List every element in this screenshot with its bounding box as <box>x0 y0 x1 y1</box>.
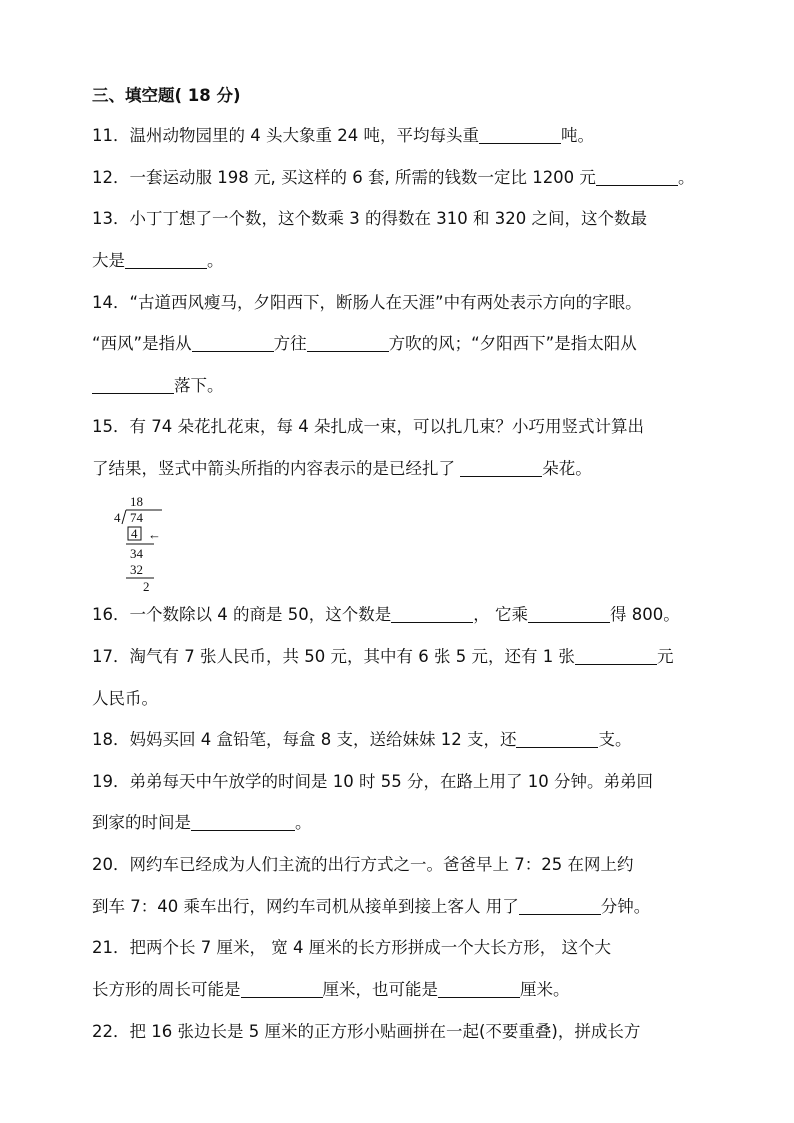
question-22-line1: 22．把 16 张边长是 5 厘米的正方形小贴画拼在一起(不要重叠)，拼成长方 <box>92 1022 641 1041</box>
q14-answer-blank-2[interactable] <box>307 335 389 352</box>
question-20-line1: 20．网约车已经成为人们主流的出行方式之一。爸爸早上 7：25 在网上约 <box>92 855 634 874</box>
q11-text: 11．温州动物园里的 4 头大象重 24 吨，平均每头重 <box>92 126 479 145</box>
q14-answer-blank-1[interactable] <box>192 335 274 352</box>
question-21-line1: 21．把两个长 7 厘米， 宽 4 厘米的长方形拼成一个大长方形， 这个大 <box>92 938 611 957</box>
q19-text-end: 。 <box>295 813 312 832</box>
question-19-line2 <box>92 812 312 834</box>
q18-answer-blank[interactable] <box>516 731 598 748</box>
q14-answer-blank-3[interactable] <box>92 377 174 394</box>
q16-text-a: 16．一个数除以 4 的商是 50，这个数是 <box>92 605 392 624</box>
q17-text-end: 元 <box>656 647 674 666</box>
q15-text-end: 朵花。 <box>542 459 592 478</box>
question-12 <box>92 167 694 189</box>
q16-text-b: ， 它乘 <box>473 605 528 624</box>
q20-text-end: 分钟。 <box>600 897 651 916</box>
q13-answer-blank[interactable] <box>125 252 207 269</box>
q21-text-c: 厘米。 <box>520 980 570 999</box>
question-14-line3 <box>92 375 224 397</box>
q21-text-a: 长方形的周长可能是 <box>92 980 241 999</box>
q14-text-c: 方吹的风；“夕阳西下”是指太阳从 <box>388 334 637 353</box>
q15-answer-blank[interactable] <box>460 460 542 477</box>
question-17-line2: 人民币。 <box>92 689 158 708</box>
question-16 <box>92 604 680 626</box>
q19-answer-blank[interactable] <box>191 814 295 831</box>
q18-text: 18．妈妈买回 4 盒铅笔，每盒 8 支，送给妹妹 12 支，还 <box>92 730 517 749</box>
q17-answer-blank[interactable] <box>575 648 657 665</box>
division-step3: 32 <box>130 562 143 577</box>
division-remainder: 2 <box>143 579 150 594</box>
question-15-line1: 15．有 74 朵花扎花束，每 4 朵扎成一束，可以扎几束？小巧用竖式计算出 <box>92 417 644 436</box>
question-14-line1: 14．“古道西风瘦马，夕阳西下，断肠人在天涯”中有两处表示方向的字眼。 <box>92 293 642 312</box>
q20-text: 到车 7：40 乘车出行，网约车司机从接单到接上客人 用了 <box>92 897 519 916</box>
q12-text: 12．一套运动服 198 元, 买这样的 6 套, 所需的钱数一定比 1200 元 <box>92 168 596 187</box>
q20-answer-blank[interactable] <box>519 898 601 915</box>
question-11 <box>92 125 594 147</box>
division-step1: 4 <box>131 526 138 541</box>
q13-text: 大是 <box>92 251 125 270</box>
q16-answer-blank-2[interactable] <box>528 606 610 623</box>
long-division-figure <box>112 492 172 596</box>
question-13-line1: 13．小丁丁想了一个数，这个数乘 3 的得数在 310 和 320 之间，这个数最 <box>92 209 647 228</box>
question-13-line2 <box>92 250 224 272</box>
q21-answer-blank-2[interactable] <box>438 981 520 998</box>
q18-text-end: 支。 <box>598 730 632 749</box>
q13-text-end: 。 <box>207 251 224 270</box>
question-20-line2 <box>92 896 650 918</box>
division-divisor: 4 <box>114 510 121 525</box>
question-18 <box>92 729 631 751</box>
q15-text: 了结果，竖式中箭头所指的内容表示的是已经扎了 <box>92 459 455 478</box>
arrow-icon: ← <box>148 527 161 542</box>
q11-text-end: 吨。 <box>560 126 594 145</box>
q21-text-b: 厘米，也可能是 <box>322 980 438 999</box>
q12-text-end: 。 <box>677 168 695 187</box>
q12-answer-blank[interactable] <box>596 169 678 186</box>
q16-text-c: 得 800。 <box>609 605 680 624</box>
question-14-line2 <box>92 333 637 355</box>
division-dividend: 74 <box>130 510 143 525</box>
question-17-line1 <box>92 646 673 668</box>
q19-text: 到家的时间是 <box>92 813 191 832</box>
division-step2: 34 <box>130 546 143 561</box>
section-title: 三、填空题( 18 分) <box>92 86 241 105</box>
division-quotient: 18 <box>130 494 143 509</box>
q16-answer-blank-1[interactable] <box>391 606 473 623</box>
q11-answer-blank[interactable] <box>479 127 561 144</box>
q14-text-a: “西风”是指从 <box>92 334 192 353</box>
q21-answer-blank-1[interactable] <box>241 981 323 998</box>
question-19-line1: 19．弟弟每天中午放学的时间是 10 时 55 分，在路上用了 10 分钟。弟弟回 <box>92 772 653 791</box>
q17-text: 17．淘气有 7 张人民币，共 50 元，其中有 6 张 5 元，还有 1 张 <box>92 647 575 666</box>
question-21-line2 <box>92 979 570 1001</box>
question-15-line2 <box>92 458 592 480</box>
q14-text-d: 落下。 <box>174 376 224 395</box>
q14-text-b: 方往 <box>273 334 307 353</box>
